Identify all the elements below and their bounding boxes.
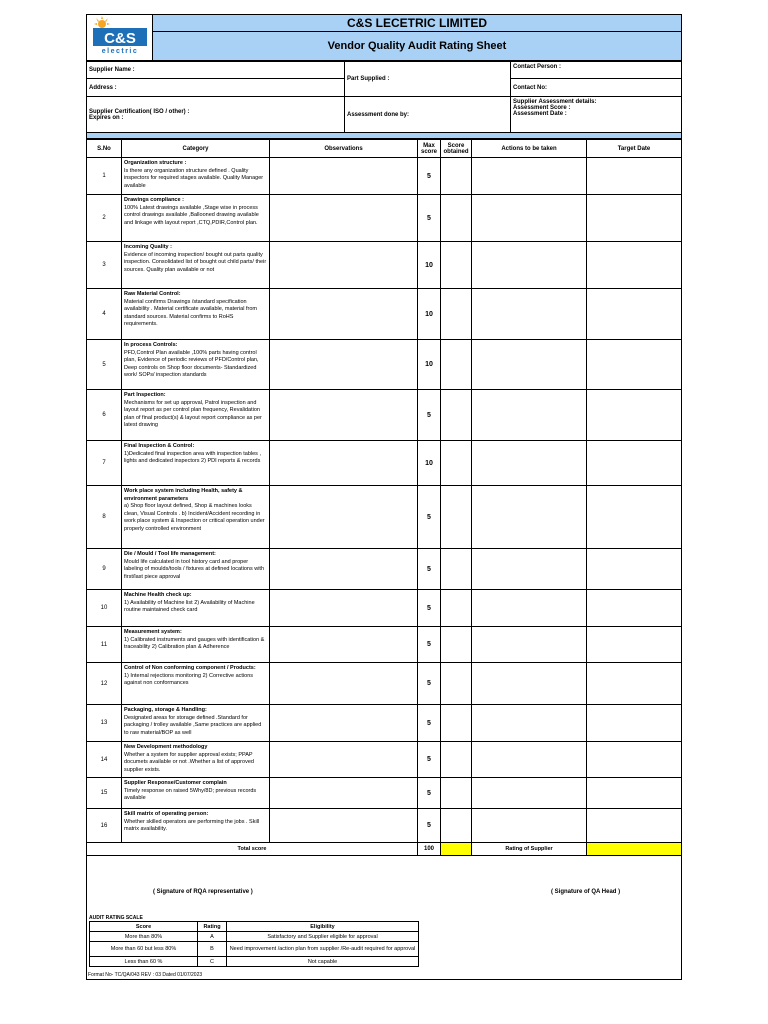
table-row	[87, 441, 682, 486]
row-actions[interactable]	[472, 778, 587, 809]
row-actions[interactable]	[472, 242, 587, 289]
row-actions[interactable]	[472, 195, 587, 242]
row-score-obtained[interactable]	[441, 778, 472, 809]
contact-no-field[interactable]: Contact No:	[511, 79, 682, 97]
scale-cell: Not capable	[227, 957, 419, 967]
category-title: Packaging, storage & Handling:	[124, 707, 207, 713]
table-row	[87, 195, 682, 242]
scale-header: Eligibility	[227, 922, 419, 932]
category-title: Raw Material Control:	[124, 291, 181, 297]
category-title: Supplier Response/Customer complain	[124, 780, 227, 786]
category-title: New Development methodology	[124, 744, 208, 750]
scale-cell: Satisfactory and Supplier eligible for approval	[227, 932, 419, 942]
category-title: Die / Mould / Tool life management:	[124, 551, 216, 557]
category-description: 1) Calibrated instruments and gauges with identification & traceability 2) Calibration plan & Adherence	[124, 636, 265, 650]
row-score-obtained[interactable]	[441, 158, 472, 195]
col-category: Category	[122, 140, 270, 158]
row-actions[interactable]	[472, 441, 587, 486]
row-score-obtained[interactable]	[441, 340, 472, 390]
row-sno: 12	[87, 663, 122, 705]
scale-header: Rating	[198, 922, 227, 932]
table-row	[87, 627, 682, 663]
table-row	[87, 158, 682, 195]
category-title: Final Inspection & Control:	[124, 443, 195, 449]
category-title: Organization structure :	[124, 160, 187, 166]
company-name: C&S LECETRIC LIMITED	[153, 15, 682, 32]
table-row	[87, 663, 682, 705]
category-description: Evidence of incoming inspection/ bought out parts quality inspection. Consolidated list of bought out child parts/ their sources. Quality plan available or not	[124, 251, 267, 273]
row-category	[122, 590, 270, 627]
category-title: Control of Non conforming component / Products:	[124, 665, 256, 671]
row-actions[interactable]	[472, 289, 587, 340]
assessment-done-by-field[interactable]: Assessment done by:	[345, 97, 511, 133]
row-target-date[interactable]	[587, 195, 682, 242]
table-row	[87, 242, 682, 289]
row-sno: 9	[87, 549, 122, 590]
row-category	[122, 778, 270, 809]
total-score-label: Total score	[87, 843, 418, 856]
row-observations[interactable]	[270, 705, 418, 742]
scale-cell: More than 60 but less 80%	[90, 942, 198, 957]
row-target-date[interactable]	[587, 486, 682, 549]
rating-scale-title: AUDIT RATING SCALE	[89, 915, 143, 921]
scale-row	[90, 957, 419, 967]
row-sno: 16	[87, 809, 122, 843]
row-target-date[interactable]	[587, 590, 682, 627]
category-title: Drawings compliance :	[124, 197, 184, 203]
row-target-date[interactable]	[587, 809, 682, 843]
row-max-score: 5	[418, 778, 441, 809]
rating-label: Rating of Supplier	[472, 843, 587, 856]
category-title: Machine Health check up:	[124, 592, 192, 598]
category-description: 100% Latest drawings available ,Stage wise in process control drawings available ,Ballooned drawing available and linkage with layout report ,CTQ,PDIR,Control plan.	[124, 204, 259, 226]
row-target-date[interactable]	[587, 627, 682, 663]
row-score-obtained[interactable]	[441, 809, 472, 843]
sun-logo-icon	[90, 15, 150, 55]
scale-cell: Less than 60 %	[90, 957, 198, 967]
row-score-obtained[interactable]	[441, 441, 472, 486]
row-max-score: 10	[418, 242, 441, 289]
row-max-score: 10	[418, 340, 441, 390]
certification-label: Supplier Certification( ISO / other) :	[89, 108, 190, 115]
table-row	[87, 705, 682, 742]
expires-on-label: Expires on :	[89, 114, 124, 121]
row-sno: 5	[87, 340, 122, 390]
row-category	[122, 742, 270, 778]
divider-band	[87, 133, 682, 139]
certification-field[interactable]	[87, 97, 345, 133]
scale-cell: B	[198, 942, 227, 957]
row-target-date[interactable]	[587, 390, 682, 441]
audit-sheet	[86, 14, 682, 980]
row-sno: 10	[87, 590, 122, 627]
row-max-score: 5	[418, 705, 441, 742]
row-sno: 7	[87, 441, 122, 486]
row-actions[interactable]	[472, 705, 587, 742]
qa-head-signature: ( Signature of QA Head )	[551, 889, 621, 895]
table-row	[87, 289, 682, 340]
row-observations[interactable]	[270, 289, 418, 340]
category-description: 1)Dedicated final inspection area with inspection tables , lights and dedicated inspectors 2) PDI reports & records	[124, 450, 261, 464]
supplier-name-field[interactable]: Supplier Name :	[87, 62, 345, 79]
logo-text: C&S	[103, 30, 136, 47]
scale-header: Score	[90, 922, 198, 932]
header-table	[86, 14, 682, 61]
table-row	[87, 486, 682, 549]
category-description: Timely response on raised 5Why/8D; previous records available	[124, 787, 257, 801]
row-category	[122, 627, 270, 663]
row-observations[interactable]	[270, 242, 418, 289]
row-score-obtained[interactable]	[441, 705, 472, 742]
category-title: In process Controls:	[124, 342, 178, 348]
row-max-score: 5	[418, 742, 441, 778]
rqa-signature: ( Signature of RQA representative )	[153, 889, 253, 895]
row-target-date[interactable]	[587, 663, 682, 705]
row-sno: 14	[87, 742, 122, 778]
row-score-obtained[interactable]	[441, 549, 472, 590]
col-score-obtained: Score obtained	[441, 140, 472, 158]
row-sno: 8	[87, 486, 122, 549]
row-category	[122, 809, 270, 843]
row-observations[interactable]	[270, 390, 418, 441]
row-observations[interactable]	[270, 778, 418, 809]
category-title: Skill matrix of operating person:	[124, 811, 209, 817]
row-category	[122, 663, 270, 705]
row-max-score: 5	[418, 627, 441, 663]
col-actions: Actions to be taken	[472, 140, 587, 158]
row-observations[interactable]	[270, 663, 418, 705]
row-actions[interactable]	[472, 390, 587, 441]
row-target-date[interactable]	[587, 705, 682, 742]
category-description: Material confirms Drawings /standard specification availability . Material certificate available, material from standard sources. Material confirms to RoHS requirements.	[124, 298, 257, 327]
row-max-score: 5	[418, 390, 441, 441]
row-max-score: 10	[418, 441, 441, 486]
row-category	[122, 390, 270, 441]
contact-person-field[interactable]: Contact Person :	[511, 62, 682, 79]
row-target-date[interactable]	[587, 441, 682, 486]
row-score-obtained[interactable]	[441, 390, 472, 441]
row-target-date[interactable]	[587, 340, 682, 390]
row-observations[interactable]	[270, 158, 418, 195]
row-observations[interactable]	[270, 441, 418, 486]
row-observations[interactable]	[270, 486, 418, 549]
row-sno: 2	[87, 195, 122, 242]
category-title: Part Inspection:	[124, 392, 166, 398]
total-max-score: 100	[418, 843, 441, 856]
row-observations[interactable]	[270, 340, 418, 390]
supplier-info-table	[86, 61, 682, 139]
table-row	[87, 340, 682, 390]
row-sno: 3	[87, 242, 122, 289]
scale-row	[90, 942, 419, 957]
category-title: Incoming Quality :	[124, 244, 172, 250]
address-field[interactable]: Address :	[87, 79, 345, 97]
format-number: Format No- TC/QA/043 REV : 03 Dated 01/07/2023	[88, 972, 203, 978]
row-observations[interactable]	[270, 549, 418, 590]
rating-scale-table	[89, 921, 419, 967]
scale-cell: More than 80%	[90, 932, 198, 942]
row-actions[interactable]	[472, 627, 587, 663]
category-description: 1) Availability of Machine list 2) Availability of Machine routine maintained check card	[124, 599, 255, 613]
assessment-date-label: Assessment Date :	[513, 111, 567, 117]
table-row	[87, 778, 682, 809]
row-max-score: 10	[418, 289, 441, 340]
table-row	[87, 390, 682, 441]
category-description: Whether a system for supplier approval exists; PPAP documets available or not .Whether a list of approved supplier exists.	[124, 751, 254, 773]
part-supplied-field[interactable]: Part Supplied :	[345, 62, 511, 97]
scale-cell: A	[198, 932, 227, 942]
row-score-obtained[interactable]	[441, 486, 472, 549]
table-row	[87, 590, 682, 627]
row-score-obtained[interactable]	[441, 590, 472, 627]
category-description: 1) Internal rejections monitoring 2) Corrective actions against non conformances	[124, 672, 254, 686]
row-actions[interactable]	[472, 549, 587, 590]
row-score-obtained[interactable]	[441, 742, 472, 778]
company-logo	[87, 15, 153, 61]
rating-value[interactable]	[587, 843, 682, 856]
row-category	[122, 705, 270, 742]
row-actions[interactable]	[472, 742, 587, 778]
row-observations[interactable]	[270, 195, 418, 242]
row-observations[interactable]	[270, 742, 418, 778]
col-max-score: Max score	[418, 140, 441, 158]
logo-subtext: electric	[101, 48, 138, 55]
row-sno: 15	[87, 778, 122, 809]
row-max-score: 5	[418, 486, 441, 549]
row-score-obtained[interactable]	[441, 663, 472, 705]
col-observations: Observations	[270, 140, 418, 158]
row-category	[122, 486, 270, 549]
row-max-score: 5	[418, 195, 441, 242]
assessment-details-field[interactable]	[511, 97, 682, 133]
row-actions[interactable]	[472, 340, 587, 390]
category-title: Work place system including Health, safety & environment parameters	[124, 488, 243, 502]
row-score-obtained[interactable]	[441, 627, 472, 663]
row-sno: 11	[87, 627, 122, 663]
row-category	[122, 441, 270, 486]
scale-row	[90, 932, 419, 942]
row-category	[122, 242, 270, 289]
row-category	[122, 549, 270, 590]
row-category	[122, 195, 270, 242]
row-target-date[interactable]	[587, 742, 682, 778]
category-description: Designated areas for storage defined .Standard for packaging / trolley available ,Same practices are applied to raw material/BOP as well	[124, 714, 262, 736]
row-sno: 4	[87, 289, 122, 340]
row-actions[interactable]	[472, 486, 587, 549]
assessment-score-label: Assessment Score :	[513, 105, 571, 111]
row-max-score: 5	[418, 158, 441, 195]
table-row	[87, 742, 682, 778]
sheet-title: Vendor Quality Audit Rating Sheet	[153, 32, 682, 61]
row-actions[interactable]	[472, 663, 587, 705]
row-target-date[interactable]	[587, 778, 682, 809]
row-max-score: 5	[418, 809, 441, 843]
category-description: Is there any organization structure defined . Quality inspectors for required stages available. Quality Manager available	[124, 167, 264, 189]
row-observations[interactable]	[270, 809, 418, 843]
scale-cell: Need improvement /action plan from supplier /Re-audit required for approval	[227, 942, 419, 957]
row-category	[122, 340, 270, 390]
category-description: Mould life calculated in tool history card and proper labeling of moulds/tools / fixtures at defined locations with first/last piece approval	[124, 558, 265, 580]
row-score-obtained[interactable]	[441, 195, 472, 242]
col-sno: S.No	[87, 140, 122, 158]
row-score-obtained[interactable]	[441, 289, 472, 340]
audit-table	[86, 139, 682, 856]
row-target-date[interactable]	[587, 289, 682, 340]
category-description: PFD,Control Plan available ,100% parts having control plan, Evidence of periodic reviews of PFD/Control plan, Deep controls on Shop floor documents- Standardized work/ SOPs/ inspection standards	[124, 349, 259, 378]
row-actions[interactable]	[472, 590, 587, 627]
row-max-score: 5	[418, 590, 441, 627]
category-description: Mechanisms for set up approval, Patrol inspection and layout report as per control plan frequency, Revalidation plan of final product(s) & layout report compliance as per latest drawing	[124, 399, 262, 428]
assessment-details-label: Supplier Assessment details:	[513, 99, 597, 105]
table-row	[87, 809, 682, 843]
row-observations[interactable]	[270, 627, 418, 663]
table-row	[87, 549, 682, 590]
row-score-obtained[interactable]	[441, 242, 472, 289]
row-target-date[interactable]	[587, 549, 682, 590]
row-actions[interactable]	[472, 809, 587, 843]
row-max-score: 5	[418, 549, 441, 590]
row-target-date[interactable]	[587, 158, 682, 195]
row-target-date[interactable]	[587, 242, 682, 289]
row-sno: 13	[87, 705, 122, 742]
row-category	[122, 158, 270, 195]
col-target-date: Target Date	[587, 140, 682, 158]
row-max-score: 5	[418, 663, 441, 705]
row-category	[122, 289, 270, 340]
scale-cell: C	[198, 957, 227, 967]
category-description: Whether skilled operators are performing the jobs . Skill matrix availability.	[124, 818, 260, 832]
row-sno: 6	[87, 390, 122, 441]
total-score-obtained[interactable]	[441, 843, 472, 856]
row-observations[interactable]	[270, 590, 418, 627]
category-title: Measurement system:	[124, 629, 182, 635]
row-actions[interactable]	[472, 158, 587, 195]
signature-section	[86, 856, 682, 980]
category-description: a) Shop floor layout defined, Shop & machines looks clean, Visual Controls . b) Incident/Accident recording in work place system & Inspection or critical operation under properly controlled environment	[124, 503, 265, 532]
row-sno: 1	[87, 158, 122, 195]
